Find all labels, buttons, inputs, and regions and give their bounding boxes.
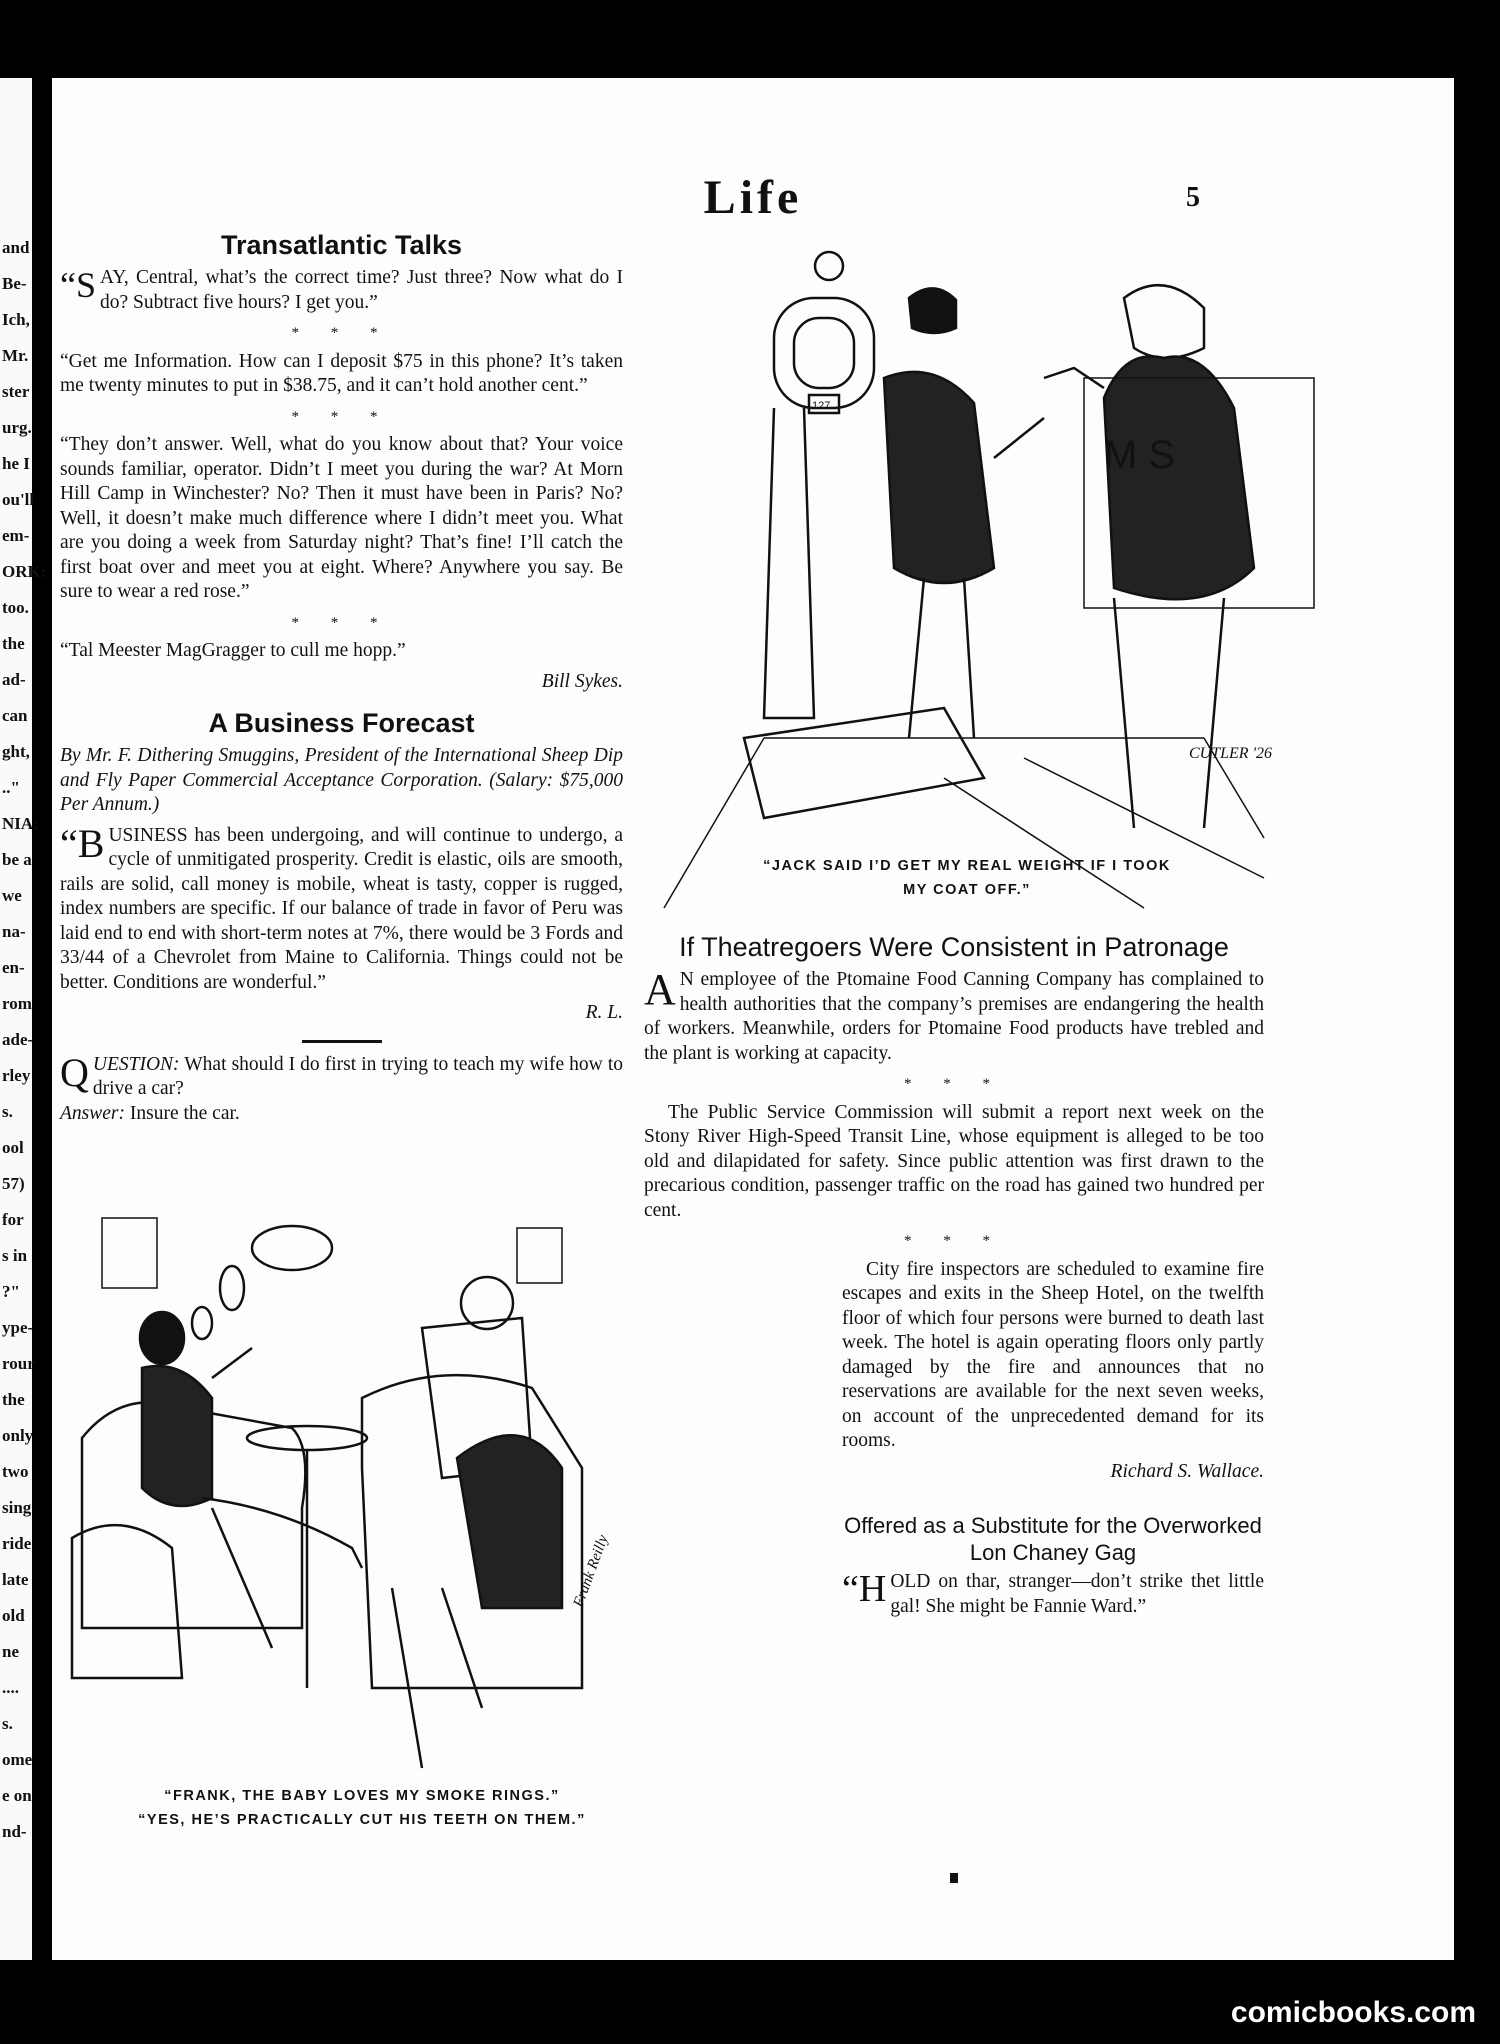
margin-fragment: rom <box>2 994 32 1013</box>
margin-fragment: for <box>2 1210 24 1229</box>
article-transatlantic-talks <box>60 230 623 1132</box>
margin-fragment: and <box>2 238 30 257</box>
signature: Bill Sykes. <box>541 670 623 692</box>
margin-fragment: .." <box>2 778 20 797</box>
margin-fragment: em- <box>2 526 30 545</box>
drop-cap: “H <box>842 1568 887 1610</box>
drop-cap: Q <box>60 1049 89 1095</box>
margin-fragment: we <box>2 886 22 905</box>
paragraph: “BUSINESS has been undergoing, and will continue to undergo, a cycle of unmitigated prosperity. Credit is elastic, oils are smooth, rails are solid, call money is mobile, wheat is tasty, copper is rugged, index numbers are specific. If our balance of trade in favor of Peru was laid end to end with short-term notes at 7%, there would be 3 Fords and 33/44 of a Chevrolet from Maine to California. Things could not be better. Conditions are wonderful.” <box>60 820 623 993</box>
article-title: Offered as a Substitute for the Overworked Lon Chaney Gag <box>844 1513 1262 1565</box>
margin-fragment: en- <box>2 958 25 977</box>
artist-signature: CUTLER '26 <box>1189 745 1272 762</box>
cartoon-scale-illustration <box>644 238 1284 928</box>
page-number: 5 <box>1186 182 1200 213</box>
paragraph: A N employee of the Ptomaine Food Canning Company has complained to health authorities that the company’s premises are endangering the health of workers. Meanwhile, orders for Ptomaine Food products have trebled and the plant is working at capacity. <box>644 965 1264 1064</box>
margin-fragment: ype- <box>2 1318 34 1337</box>
margin-fragment: old <box>2 1606 25 1625</box>
section-stars: * * * <box>291 408 392 425</box>
paragraph: “SAY, Central, what’s the correct time? Just three? Now what do I do? Subtract five hours? I get you.” <box>60 265 623 313</box>
margin-fragment: Be- <box>2 274 27 293</box>
section-stars: * * * <box>291 614 392 631</box>
signature: Richard S. Wallace. <box>1110 1460 1264 1482</box>
margin-fragment: ORK: <box>2 562 47 581</box>
margin-fragment: be a <box>2 850 32 869</box>
shop-sign: M S <box>1104 433 1176 477</box>
margin-fragment: can <box>2 706 28 725</box>
question-answer: QUESTION: What should I do first in trying to teach my wife how to drive a car? Answer: Insure the car. <box>60 1049 623 1124</box>
margin-fragment: 57) <box>2 1174 25 1193</box>
drop-cap: A <box>644 965 676 1014</box>
page-footer-mark <box>950 1873 958 1883</box>
magazine-page <box>52 78 1454 1960</box>
margin-fragment: too. <box>2 598 29 617</box>
margin-fragment: ght, <box>2 742 30 761</box>
paragraph: The Public Service Commission will submit a report next week on the Stony River High-Speed Transit Line, whose equipment is alleged to be too old and dilapidated for safety. Since public attention was first drawn to the precarious condition, passenger traffic on the road has gained two hundred per cent. <box>644 1101 1264 1221</box>
margin-fragment: .... <box>2 1678 19 1697</box>
margin-fragment: ool <box>2 1138 24 1157</box>
margin-fragment: ade- <box>2 1030 34 1049</box>
margin-fragment: s. <box>2 1714 13 1733</box>
margin-fragment: the <box>2 1390 25 1409</box>
margin-fragment: ou'll <box>2 490 35 509</box>
margin-fragment: late <box>2 1570 29 1589</box>
margin-fragment: Mr. <box>2 346 29 365</box>
margin-fragment: two <box>2 1462 29 1481</box>
margin-fragment: ?" <box>2 1282 20 1301</box>
paragraph: “HOLD on thar, stranger—don’t strike thet little gal! She might be Fannie Ward.” <box>842 1568 1264 1617</box>
paragraph: “Get me Information. How can I deposit $75 in this phone? It’s taken me twenty minutes to put in $38.75, and it can’t hold another cent.” <box>60 350 623 396</box>
paragraph: “Tal Meester MagGragger to cull me hopp.” <box>60 640 406 661</box>
section-stars: * * * <box>904 1076 1004 1092</box>
margin-fragment: nd- <box>2 1822 27 1841</box>
margin-fragment: ne <box>2 1642 19 1661</box>
margin-fragment: ster <box>2 382 30 401</box>
margin-fragment: the <box>2 634 25 653</box>
article-theatregoers <box>644 932 1264 1625</box>
previous-page-edge <box>0 78 47 1960</box>
scale-number: 127 <box>812 400 831 412</box>
margin-fragment: rley <box>2 1066 31 1085</box>
drop-cap: “S <box>60 265 96 305</box>
margin-fragment: he I <box>2 454 30 473</box>
paragraph: City fire inspectors are scheduled to examine fire escapes and exits in the Sheep Hotel, on the twelfth floor of which four persons were burned to death last week. The hotel is again operating floors only partly damaged by the fire and announces that no reservations are available for the next seven weeks, on account of the unprecedented demand for its rooms. <box>842 1258 1264 1451</box>
margin-fragment: Ich, <box>2 310 30 329</box>
section-stars: * * * <box>904 1233 1004 1249</box>
margin-fragment: ride <box>2 1534 32 1553</box>
article-title: A Business Forecast <box>208 708 475 738</box>
section-stars: * * * <box>291 325 392 341</box>
margin-fragment: sing <box>2 1498 32 1517</box>
cartoon-smoke-rings-illustration <box>62 1208 632 1788</box>
margin-fragment: ad- <box>2 670 26 689</box>
margin-fragment: na- <box>2 922 26 941</box>
artist-signature: Frank Reilly <box>570 1533 612 1610</box>
margin-fragment: urg. <box>2 418 32 437</box>
signature: R. L. <box>585 1002 623 1023</box>
masthead: Life <box>703 171 803 224</box>
margin-fragment: rour <box>2 1354 35 1373</box>
article-title: If Theatregoers Were Consistent in Patronage <box>679 932 1229 962</box>
margin-fragment: e on <box>2 1786 32 1805</box>
watermark: comicbooks.com <box>1230 1996 1476 2029</box>
margin-fragment: only <box>2 1426 34 1445</box>
article-title: Transatlantic Talks <box>220 230 463 260</box>
margin-fragment: s. <box>2 1102 13 1121</box>
byline: By Mr. F. Dithering Smuggins, President of the International Sheep Dip and Fly Paper Commercial Acceptance Corporation. (Salary: $75,000 Per Annum.) <box>60 745 623 815</box>
margin-fragment: ome <box>2 1750 33 1769</box>
divider <box>302 1040 382 1043</box>
cartoon-caption: “JACK SAID I’D GET MY REAL WEIGHT IF I TOOK MY COAT OFF.” <box>763 858 1171 898</box>
paragraph: “They don’t answer. Well, what do you know about that? Your voice sounds familiar, operator. Didn’t I meet you during the war? At Morn Hill Camp in Winchester? No? Then it must have been in Paris? No? Well, it doesn’t make much difference where I didn’t meet you. What are you doing a week from Saturday night? That’s fine! I’ll catch the first boat over and meet you at eight. Where? Anywhere you say. Be sure to wear a red rose.” <box>60 434 623 602</box>
margin-fragment: NIA: <box>2 814 39 833</box>
margin-fragment: s in <box>2 1246 28 1265</box>
cartoon-caption: “FRANK, THE BABY LOVES MY SMOKE RINGS.” “YES, HE’S PRACTICALLY CUT HIS TEETH ON THEM.” <box>138 1788 586 1828</box>
drop-cap: “B <box>60 820 105 866</box>
